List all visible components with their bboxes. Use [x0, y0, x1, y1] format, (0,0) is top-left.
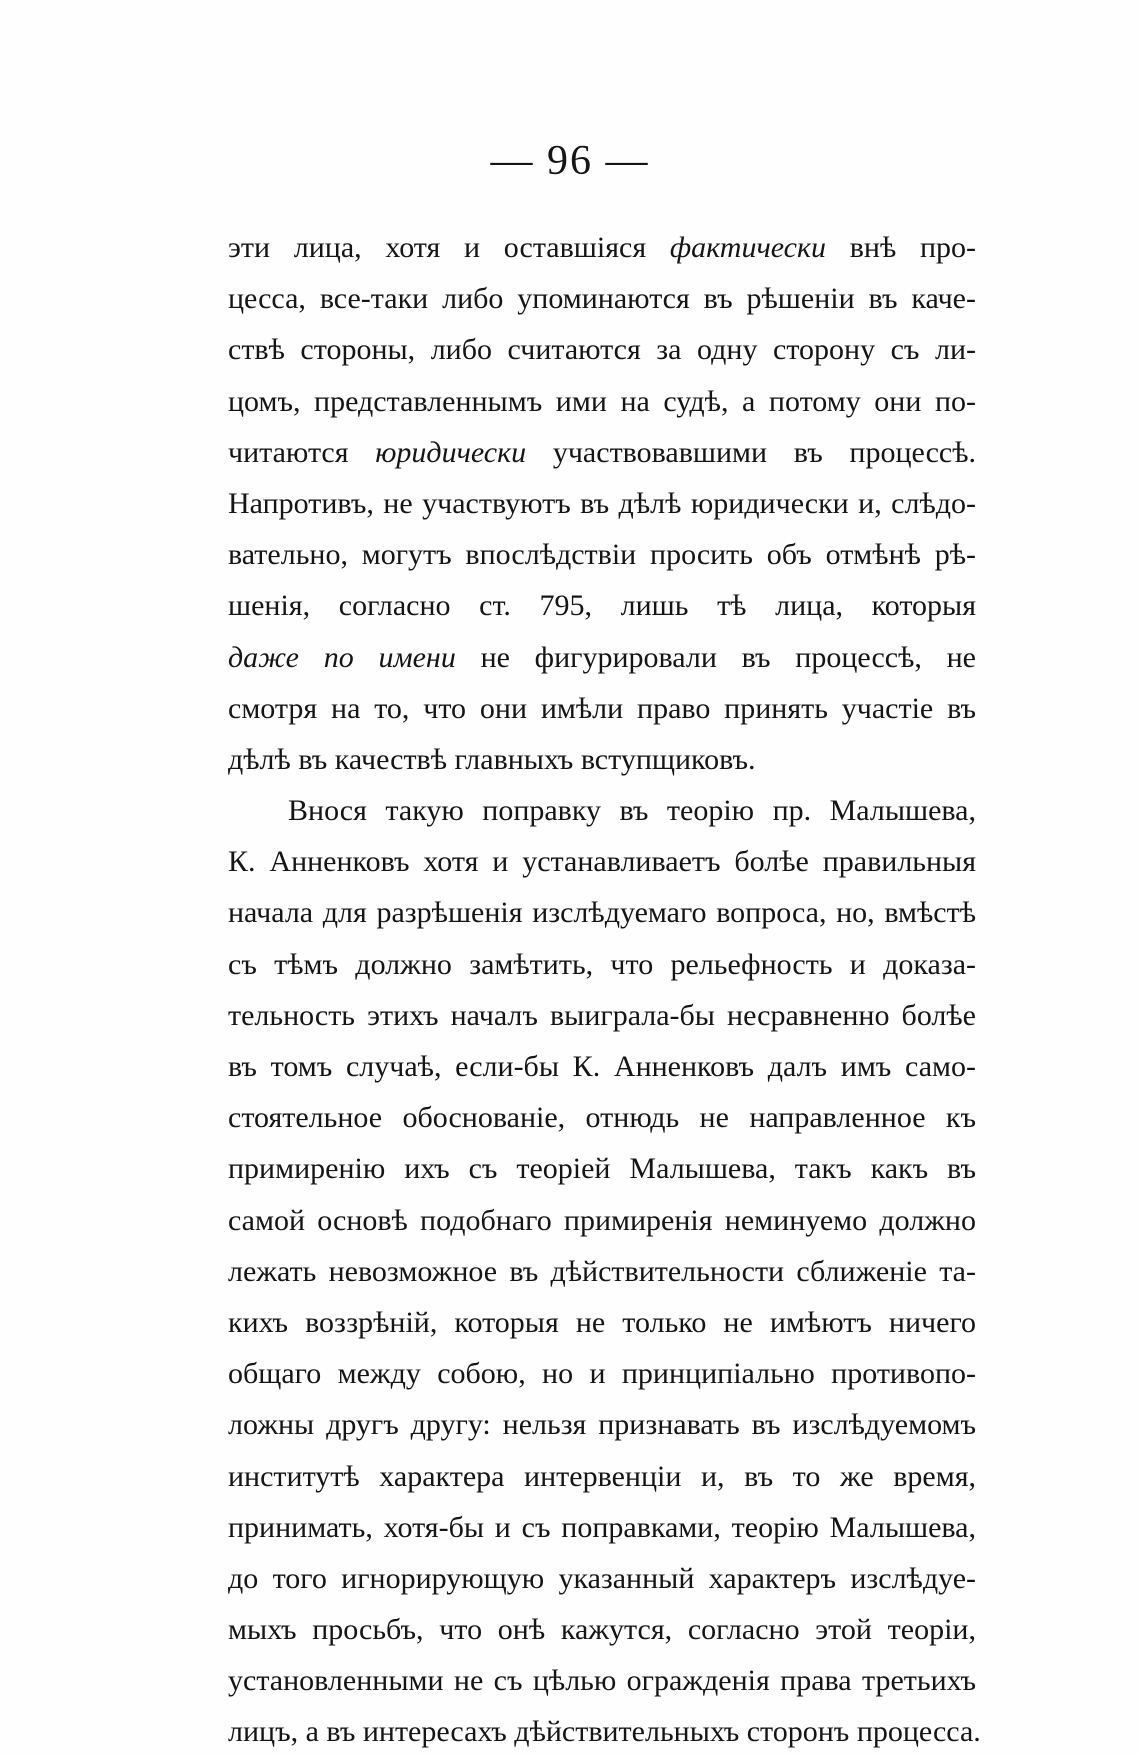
text-line: принимать, хотя-бы и съ поправками, теорію Малышева,	[228, 1510, 976, 1544]
text-line: институтѣ характера интервенціи и, въ то же время,	[228, 1459, 976, 1493]
text-line: ствѣ стороны, либо считаются за одну сторону съ ли-	[228, 333, 976, 367]
text-line: вательно, могутъ впослѣдствіи просить объ отмѣнѣ рѣ-	[228, 538, 976, 572]
text-line: самой основѣ подобнаго примиренія неминуемо должно	[228, 1203, 976, 1237]
text-line: тельность этихъ началъ выиграла-бы несравненно болѣе	[228, 998, 976, 1032]
text-line: К. Анненковъ хотя и устанавливаетъ болѣе правильныя	[228, 845, 976, 879]
text-line: кихъ воззрѣній, которыя не только не имѣютъ ничего	[228, 1305, 976, 1339]
text-line: общаго между собою, но и принципіально противопо-	[228, 1357, 976, 1391]
text-line: примиренію ихъ съ теоріей Малышева, такъ какъ въ	[228, 1152, 976, 1186]
text-line: до того игнорирующую указанный характеръ изслѣдуе-	[228, 1561, 976, 1595]
text-line: даже по имени не фигурировали въ процессѣ, не	[228, 640, 976, 674]
text-line: читаются юридически участвовавшими въ процессѣ.	[228, 435, 976, 469]
italic-emphasis: фактически	[669, 231, 827, 264]
text-line: шенія, согласно ст. 795, лишь тѣ лица, которыя	[228, 589, 976, 623]
text-line: Напротивъ, не участвуютъ въ дѣлѣ юридически и, слѣдо-	[228, 486, 976, 520]
text-line: лежать невозможное въ дѣйствительности сближеніе та-	[228, 1254, 976, 1288]
text-line: съ тѣмъ должно замѣтить, что рельефность и доказа-	[228, 947, 976, 981]
text-line: цомъ, представленнымъ ими на судѣ, а потому они по-	[228, 384, 976, 418]
text-line: эти лица, хотя и оставшіяся фактически внѣ про-	[228, 231, 976, 264]
text-line: мыхъ просьбъ, что онѣ кажутся, согласно этой теоріи,	[228, 1613, 976, 1647]
text-line: начала для разрѣшенія изслѣдуемаго вопроса, но, вмѣстѣ	[228, 896, 976, 930]
text-line: ложны другъ другу: нельзя признавать въ изслѣдуемомъ	[228, 1408, 976, 1442]
italic-emphasis: даже по имени	[228, 640, 456, 674]
italic-emphasis: юридически	[375, 435, 527, 469]
paragraph-first-line: Внося такую поправку въ теорію пр. Малышева,	[288, 794, 976, 828]
page-number: — 96 —	[490, 138, 650, 184]
text-line: дѣлѣ въ качествѣ главныхъ вступщиковъ.	[228, 742, 756, 776]
text-line: цесса, все-таки либо упоминаются въ рѣшеніи въ каче-	[228, 282, 976, 316]
text-line: установленными не съ цѣлью огражденія права третьихъ	[228, 1664, 976, 1698]
text-line: смотря на то, что они имѣли право принять участіе въ	[228, 691, 976, 725]
text-line: лицъ, а въ интересахъ дѣйствительныхъ сторонъ процесса.	[228, 1715, 981, 1749]
text-line: стоятельное обоснованіе, отнюдь не направленное къ	[228, 1101, 976, 1135]
text-line: въ томъ случаѣ, если-бы К. Анненковъ далъ имъ само-	[228, 1050, 976, 1083]
body-text	[228, 222, 981, 1758]
